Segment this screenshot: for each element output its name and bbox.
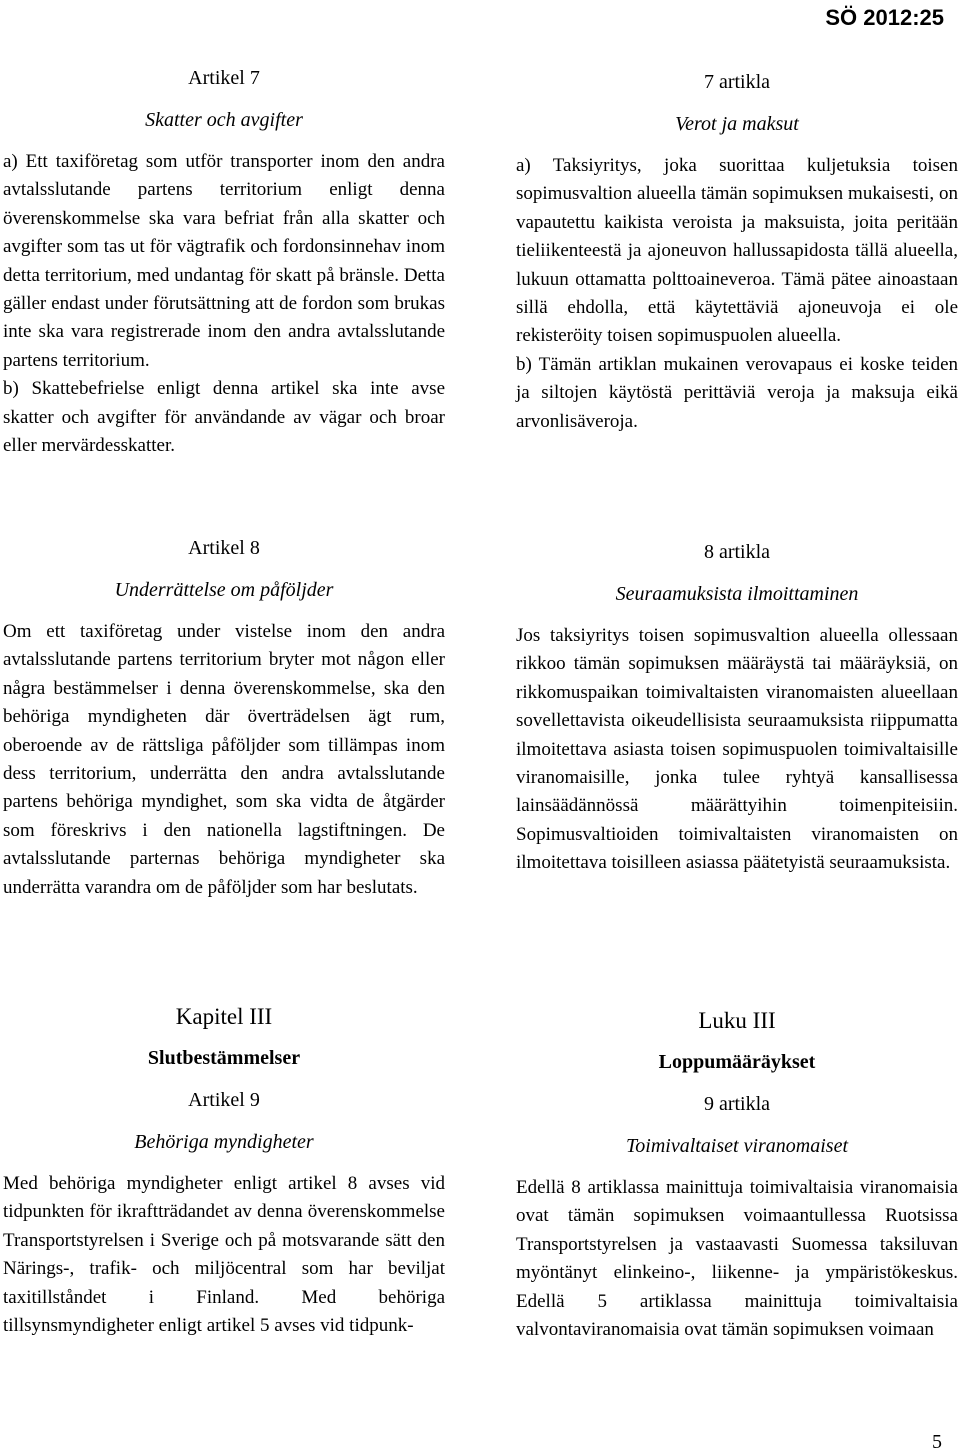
article-subtitle: Seuraamuksista ilmoittaminen bbox=[615, 583, 859, 605]
article-title: 8 artikla bbox=[703, 541, 771, 563]
chapter-subtitle: Slutbestämmelser bbox=[147, 1047, 301, 1069]
article-subtitle: Skatter och avgifter bbox=[145, 109, 303, 131]
article-title: Artikel 7 bbox=[188, 67, 260, 89]
article-paragraph: Edellä 8 artiklassa mainittuja toimivaltaisia viranomaisia ovat tämän sopimuksen voimaantullessa Ruotsissa Transportstyrelsen ja vastaavasti Suomessa taksiluvan myöntänyt elinkeino-, liikenne- ja ympäristökeskus. Edellä 5 artiklassa mainittuja toimivaltaisia valvontaviranomaisia ovat tämän sopimuksen voimaan bbox=[516, 1177, 958, 1341]
article-subtitle: Verot ja maksut bbox=[675, 113, 799, 135]
chapter-title: Kapitel III bbox=[175, 1004, 273, 1029]
right-article-7 bbox=[516, 68, 958, 436]
article-paragraph: a) Ett taxiföretag som utför transporter inom den andra avtalsslutande partens territorium enligt denna överenskommelse ska vara befriat från alla skatter och avgifter som tas ut för vägtrafik och fordonsinnehav inom detta territorium, med undantag för skatt på bränsle. Detta gäller endast under förutsättning att de fordon som brukas inte ska vara registrerade inom den andra avtalsslutande partens territorium. bbox=[3, 151, 445, 371]
right-chapter-3 bbox=[516, 1006, 958, 1344]
article-paragraph: Om ett taxiföretag under vistelse inom den andra avtalsslutande partens territorium bryter mot någon eller några bestämmelser i denna överenskommelse, ska den behöriga myndigheten där överträdelsen ägt rum, oberoende av de rättsliga påföljder som tillämpas inom dess territorium, underrätta den andra avtalsslutande partens behöriga myndighet, som ska vidta de åtgärder som föreskrivs i den nationella lagstiftningen. De avtalsslutande parternas behöriga myndigheter ska underrätta varandra om de påföljder som har beslutats. bbox=[3, 621, 445, 898]
article-subtitle: Behöriga myndigheter bbox=[134, 1131, 314, 1153]
article-paragraph: Jos taksiyritys toisen sopimusvaltion alueella ollessaan rikkoo tämän sopimuksen määräystä tai määräyksiä, on rikkomuspaikan toimivaltaisten viranomaisten alueellaan sovellettavista oikeudellisista seuraamuksista riippumatta ilmoitettava asiasta toisen sopimuspuolen toimivaltaisille viranomaisille, jonka tulee ryhtyä kansallisessa lainsäädännössä määrättyihin toimenpiteisiin. Sopimusvaltioiden toimivaltaisten viranomaisten on ilmoitettava toisilleen asiassa päätetyistä seuraamuksista. bbox=[516, 625, 958, 874]
left-article-8 bbox=[3, 534, 445, 902]
article-paragraph: b) Skattebefrielse enligt denna artikel ska inte avse skatter och avgifter för användande av vägar och broar eller mervärdesskatter. bbox=[3, 378, 445, 457]
chapter-subtitle: Loppumääräykset bbox=[658, 1051, 816, 1073]
article-title: Artikel 9 bbox=[188, 1089, 260, 1111]
article-subtitle: Toimivaltaiset viranomaiset bbox=[625, 1135, 849, 1157]
document-id: SÖ 2012:25 bbox=[825, 5, 944, 30]
chapter-title: Luku III bbox=[698, 1008, 776, 1033]
right-article-8 bbox=[516, 538, 958, 878]
article-paragraph: b) Tämän artiklan mukainen verovapaus ei koske teiden ja siltojen käytöstä perittäviä veroja ja maksuja eikä arvonlisäveroja. bbox=[516, 353, 958, 432]
article-title: 9 artikla bbox=[703, 1093, 771, 1115]
article-paragraph: Med behöriga myndigheter enligt artikel 8 avses vid tidpunkten för ikraftträdandet av denna överenskommelse Transportstyrelsen i Sverige och på motsvarande sätt den Närings-, trafik- och miljöcentral som har beviljat taxitillståndet i Finland. Med behöriga tillsynsmyndigheter enligt artikel 5 avses vid tidpunk- bbox=[3, 1173, 445, 1337]
article-paragraph: a) Taksiyritys, joka suorittaa kuljetuksia toisen sopimusvaltion alueella tämän sopimuksen mukaisesti, on vapautettu kaikista veroista ja maksuista, joita peritään tieliikenteestä ja ajoneuvon hallussapidosta tällä alueella, lukuun ottamatta polttoaineveroa. Tämä pätee ainoastaan sillä ehdolla, että käytettäviä ajoneuvoja ei ole rekisteröity toisen sopimuspuolen alueella. bbox=[516, 155, 958, 347]
article-subtitle: Underrättelse om påföljder bbox=[114, 579, 334, 601]
page-number: 5 bbox=[932, 1431, 942, 1453]
article-title: Artikel 8 bbox=[188, 537, 260, 559]
left-chapter-3 bbox=[3, 1002, 445, 1340]
left-article-7 bbox=[3, 64, 445, 460]
article-title: 7 artikla bbox=[703, 71, 771, 93]
